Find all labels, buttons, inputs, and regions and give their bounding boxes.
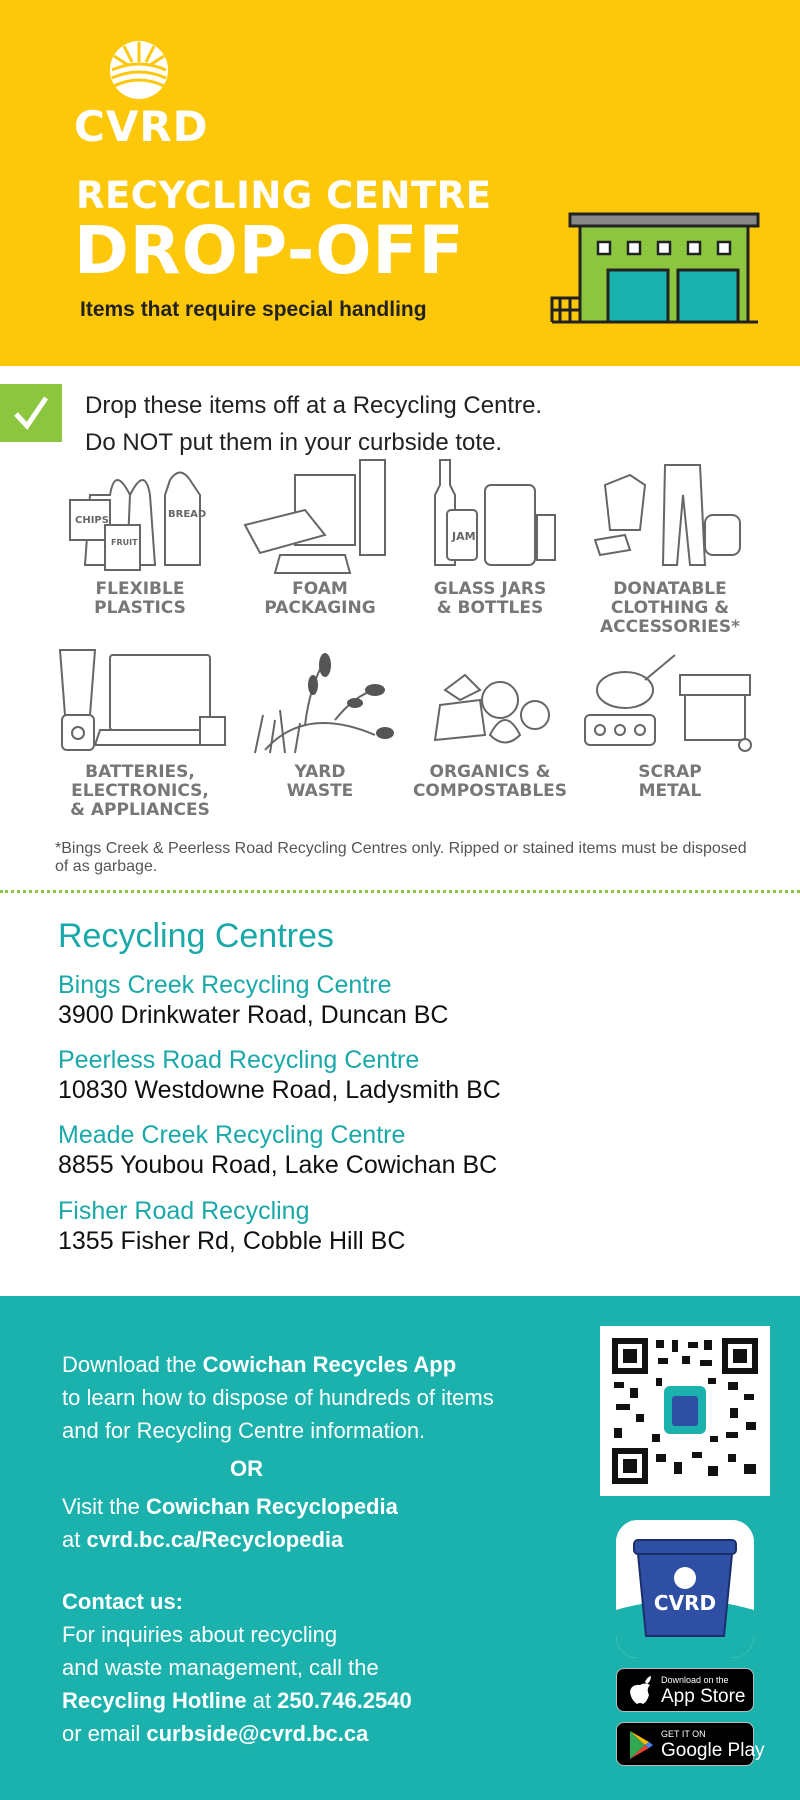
- at-prefix: at: [62, 1527, 87, 1552]
- visit-prefix: Visit the: [62, 1494, 146, 1519]
- header-title-small: RECYCLING CENTRE: [76, 174, 492, 217]
- hotline-at: at: [246, 1688, 278, 1713]
- item-label: SCRAP METAL: [638, 762, 702, 801]
- qr-code-icon: [612, 1338, 758, 1484]
- contact-line-1: For inquiries about recycling: [62, 1622, 338, 1647]
- glass-jars-icon: [405, 455, 575, 580]
- jam-jar-label: JAM: [452, 530, 476, 543]
- item-batteries-electronics: [50, 645, 230, 820]
- recycling-bin-app-icon: [616, 1520, 754, 1658]
- centre-name: Fisher Road Recycling: [58, 1197, 310, 1225]
- app-store-small-text: Download on the: [661, 1675, 729, 1685]
- app-store-big-text: App Store: [661, 1686, 746, 1707]
- centre-entry: [58, 1196, 758, 1256]
- yard-waste-icon: [235, 645, 405, 763]
- google-play-big-text: Google Play: [661, 1740, 765, 1761]
- apple-icon: [625, 1674, 655, 1708]
- sun-logo-icon: [74, 40, 204, 106]
- centres-title: Recycling Centres: [58, 917, 334, 955]
- item-label: ORGANICS & COMPOSTABLES: [412, 762, 568, 801]
- recyclopedia-link[interactable]: cvrd.bc.ca/Recyclopedia: [86, 1527, 344, 1552]
- download-prefix: Download the: [62, 1352, 203, 1377]
- scrap-metal-icon: [580, 645, 760, 763]
- header-banner: [0, 0, 800, 366]
- google-play-small-text: GET IT ON: [661, 1729, 706, 1739]
- footnote: *Bings Creek & Peerless Road Recycling Centres only. Ripped or stained items must be disposed of as garbage.: [55, 840, 747, 875]
- url-line: [62, 1523, 343, 1556]
- intro-line-2: Do NOT put them in your curbside tote.: [85, 429, 503, 456]
- centre-entry: [58, 1120, 758, 1180]
- item-organics: [400, 645, 580, 801]
- recyclopedia-name: Cowichan Recyclopedia: [145, 1494, 398, 1519]
- email-prefix: or email: [62, 1721, 147, 1746]
- hotline-label: Recycling Hotline: [62, 1688, 247, 1713]
- centre-entry: [58, 970, 758, 1030]
- intro-text: [85, 387, 542, 461]
- chips-package-label: CHIPS: [75, 515, 109, 526]
- email-line: [62, 1717, 368, 1750]
- fruit-package-label: FRUIT: [111, 538, 138, 547]
- centre-entry: [58, 1045, 758, 1105]
- footer-line-3: and for Recycling Centre information.: [62, 1418, 426, 1443]
- centre-address: 10830 Westdowne Road, Ladysmith BC: [58, 1076, 501, 1104]
- header-title-big: DROP-OFF: [74, 212, 465, 289]
- google-play-badge[interactable]: [616, 1722, 765, 1766]
- item-label: DONATABLE CLOTHING & ACCESSORIES*: [599, 579, 741, 637]
- app-name: Cowichan Recycles App: [202, 1352, 457, 1377]
- item-scrap-metal: [580, 645, 760, 801]
- item-label: FLEXIBLE PLASTICS: [94, 579, 186, 618]
- contact-title: Contact us:: [62, 1589, 183, 1614]
- electronics-icon: [50, 645, 230, 763]
- email-link[interactable]: curbside@cvrd.bc.ca: [146, 1721, 369, 1746]
- intro-line-1: Drop these items off at a Recycling Centre.: [85, 392, 543, 419]
- hotline-line: [62, 1684, 412, 1717]
- or-text: OR: [230, 1456, 263, 1481]
- item-flexible-plastics: [50, 455, 230, 618]
- app-icon-text: CVRD: [653, 1591, 717, 1615]
- centre-address: 3900 Drinkwater Road, Duncan BC: [58, 1001, 449, 1029]
- item-label: YARD WASTE: [286, 762, 354, 801]
- item-label: GLASS JARS & BOTTLES: [433, 579, 547, 618]
- item-donatable-clothing: [580, 455, 760, 637]
- item-glass-jars: [400, 455, 580, 618]
- item-yard-waste: [230, 645, 410, 801]
- centre-name: Bings Creek Recycling Centre: [58, 971, 392, 999]
- checkmark-icon: [0, 384, 62, 442]
- centre-address: 1355 Fisher Rd, Cobble Hill BC: [58, 1227, 406, 1255]
- qr-code[interactable]: [600, 1326, 770, 1496]
- item-label: BATTERIES, ELECTRONICS, & APPLIANCES: [70, 762, 210, 820]
- foam-packaging-icon: [235, 455, 405, 580]
- hotline-phone[interactable]: 250.746.2540: [277, 1688, 412, 1713]
- recycling-centre-building-icon: [550, 210, 760, 325]
- item-foam-packaging: [230, 455, 410, 618]
- logo-text: CVRD: [74, 102, 209, 151]
- download-app-line: [62, 1348, 456, 1381]
- google-play-icon: [625, 1728, 655, 1762]
- organics-icon: [405, 645, 575, 763]
- centre-name: Meade Creek Recycling Centre: [58, 1121, 406, 1149]
- app-icon[interactable]: [616, 1520, 754, 1658]
- centre-address: 8855 Youbou Road, Lake Cowichan BC: [58, 1151, 498, 1179]
- item-label: FOAM PACKAGING: [264, 579, 376, 618]
- contact-line-2: and waste management, call the: [62, 1655, 379, 1680]
- app-store-badge[interactable]: [616, 1668, 754, 1712]
- header-subtitle: Items that require special handling: [80, 298, 427, 321]
- dotted-divider: [0, 890, 800, 893]
- centre-name: Peerless Road Recycling Centre: [58, 1046, 420, 1074]
- checkmark-badge: [0, 384, 62, 442]
- visit-line: [62, 1490, 398, 1523]
- bread-bag-label: BREAD: [168, 509, 207, 520]
- cvrd-logo: [74, 40, 209, 151]
- clothing-icon: [585, 455, 755, 580]
- plastic-bags-icon: [55, 455, 225, 580]
- footer-line-2: to learn how to dispose of hundreds of items: [62, 1385, 494, 1410]
